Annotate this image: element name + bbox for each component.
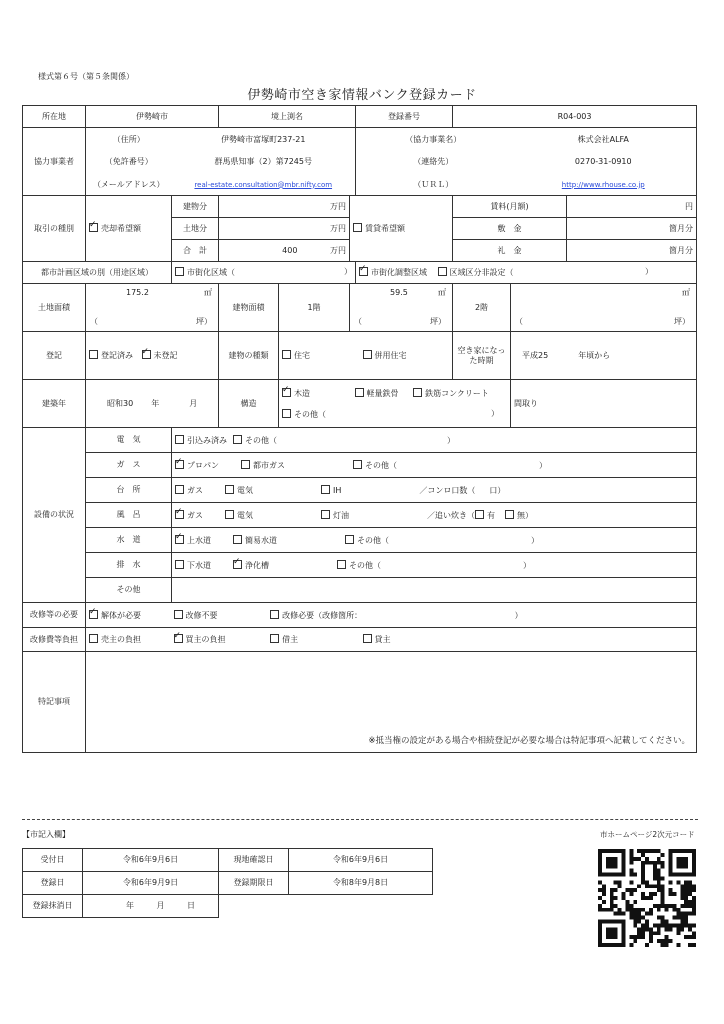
facility-checkbox[interactable] bbox=[225, 510, 234, 519]
facility-options bbox=[172, 478, 697, 503]
floor2-label: 2階 bbox=[453, 284, 511, 332]
notes-field[interactable] bbox=[86, 652, 697, 753]
facility-checkbox[interactable] bbox=[233, 435, 242, 444]
deletion-date-label: 登録抹消日 bbox=[23, 895, 83, 918]
facility-checkbox[interactable] bbox=[225, 485, 234, 494]
facilities-label: 設備の状況 bbox=[23, 428, 86, 603]
seller-pays-checkbox[interactable] bbox=[89, 634, 98, 643]
rent-label: 賃貸希望額 bbox=[365, 224, 405, 234]
facility-option-label: ガス bbox=[187, 485, 203, 495]
registration-card-table bbox=[22, 105, 697, 753]
facility-options bbox=[172, 428, 697, 453]
facility-option-label: 下水道 bbox=[187, 560, 211, 570]
no-renovation-checkbox[interactable] bbox=[174, 610, 183, 619]
reheat-yes-label: 有 bbox=[487, 510, 495, 520]
facilities-section bbox=[23, 428, 697, 603]
facility-paren-close: ） bbox=[523, 560, 531, 570]
renovation-required-checkbox[interactable] bbox=[270, 610, 279, 619]
registered-date-value: 令和6年9月9日 bbox=[83, 872, 219, 895]
reheat-no-label: 無） bbox=[517, 510, 533, 520]
renovation-options: ✓ 解体が必要 改修不要 改修必要（改修箇所： ） bbox=[86, 603, 697, 628]
divider bbox=[22, 819, 698, 820]
zoning-control-option[interactable]: ✓ 市街化調整区域 区域区分非設定（ ） bbox=[356, 262, 697, 284]
total-price-label: 合 計 bbox=[172, 240, 219, 262]
location-area: 境上渕名 bbox=[219, 106, 356, 128]
facility-checkbox[interactable] bbox=[175, 535, 184, 544]
facility-name: 水 道 bbox=[86, 528, 172, 553]
facility-options bbox=[172, 578, 697, 603]
facility-checkbox[interactable] bbox=[175, 435, 184, 444]
deletion-date-field[interactable]: 年 月 日 bbox=[83, 895, 219, 918]
unit-man: 万円 bbox=[330, 245, 346, 255]
facility-option-label: その他（ bbox=[365, 460, 397, 470]
facility-option-label: ガス bbox=[187, 510, 203, 520]
city-section-label: 【市記入欄】 bbox=[22, 830, 70, 839]
partner-contact-value: 0270-31-0910 bbox=[511, 151, 697, 174]
undivided-checkbox[interactable] bbox=[438, 267, 447, 276]
vacant-since-field[interactable]: 平成25 年頃から bbox=[511, 332, 697, 380]
building-type-label: 建物の種類 bbox=[219, 332, 279, 380]
built-year-field[interactable]: 昭和30 年 月 bbox=[86, 380, 219, 428]
form-number: 様式第６号（第５条関係） bbox=[38, 72, 134, 81]
rc-checkbox[interactable] bbox=[413, 388, 422, 397]
unregistered-checkbox[interactable] bbox=[142, 350, 151, 359]
expiry-date-value: 令和8年9月8日 bbox=[289, 872, 433, 895]
floor-plan-field[interactable] bbox=[511, 380, 697, 428]
floor1-area-field[interactable]: 59.5 ㎡ （ 坪） bbox=[350, 284, 453, 332]
total-price-field[interactable] bbox=[219, 240, 350, 262]
facility-option-label: 上水道 bbox=[187, 535, 211, 545]
facility-options bbox=[172, 553, 697, 578]
facility-options bbox=[172, 503, 697, 528]
partner-label: 協力事業者 bbox=[23, 128, 86, 196]
partner-url-link[interactable]: http://www.rhouse.co.jp bbox=[561, 180, 645, 189]
land-area-value: 175.2 bbox=[126, 288, 149, 297]
reg-number-value: R04-003 bbox=[453, 106, 697, 128]
facility-option-label: その他（ bbox=[245, 435, 277, 445]
city-entry-table bbox=[22, 848, 433, 918]
floor-plan-label: 間取り bbox=[514, 398, 538, 408]
partner-url-label: （ＵＲＬ） bbox=[356, 174, 511, 196]
floor2-area-field[interactable]: ㎡ （ 坪） bbox=[511, 284, 697, 332]
notes-label: 特記事項 bbox=[23, 652, 86, 753]
zoning-urban-option[interactable]: 市街化区域（ ） bbox=[172, 262, 356, 284]
lender-pays-checkbox[interactable] bbox=[363, 634, 372, 643]
facility-checkbox[interactable] bbox=[175, 460, 184, 469]
building-price-label: 建物分 bbox=[172, 196, 219, 218]
rent-checkbox[interactable] bbox=[353, 223, 362, 232]
renovation-label: 改修等の必要 bbox=[23, 603, 86, 628]
facility-checkbox[interactable] bbox=[241, 460, 250, 469]
partner-license-label: （免許番号） bbox=[104, 157, 153, 167]
control-checkbox[interactable] bbox=[359, 267, 368, 276]
reg-number-label: 登録番号 bbox=[356, 106, 453, 128]
building-type-options: 住宅 併用住宅 bbox=[279, 332, 453, 380]
sale-option[interactable] bbox=[86, 196, 172, 262]
facility-name: 風 呂 bbox=[86, 503, 172, 528]
sale-checkbox[interactable] bbox=[89, 223, 98, 232]
partner-name-label: （協力事業名） bbox=[356, 128, 511, 151]
partner-license-value: 群馬県知事（2）第7245号 bbox=[172, 151, 356, 174]
deposit-field[interactable]: 箇月分 bbox=[567, 218, 697, 240]
facility-option-label: 浄化槽 bbox=[245, 560, 269, 570]
built-year-label: 建築年 bbox=[23, 380, 86, 428]
facility-checkbox[interactable] bbox=[337, 560, 346, 569]
facility-option-label: その他（ bbox=[349, 560, 381, 570]
notes-footnote: ※抵当権の設定がある場合や相続登記が必要な場合は特記事項へ記載してください。 bbox=[368, 736, 691, 747]
facility-paren-close: ） bbox=[447, 435, 455, 445]
facility-checkbox[interactable] bbox=[345, 535, 354, 544]
facility-option-label: その他（ bbox=[357, 535, 389, 545]
facility-name: 排 水 bbox=[86, 553, 172, 578]
registered-date-label: 登録日 bbox=[23, 872, 83, 895]
facility-name: 電 気 bbox=[86, 428, 172, 453]
transaction-label: 取引の種別 bbox=[23, 196, 86, 262]
facility-option-label: 簡易水道 bbox=[245, 535, 277, 545]
facility-name: ガ ス bbox=[86, 453, 172, 478]
facility-option-label: IH bbox=[333, 485, 342, 495]
key-money-field[interactable]: 箇月分 bbox=[567, 240, 697, 262]
facility-name: その他 bbox=[86, 578, 172, 603]
key-money-label: 礼 金 bbox=[453, 240, 567, 262]
qr-code-icon[interactable] bbox=[598, 849, 696, 947]
location-label: 所在地 bbox=[23, 106, 86, 128]
land-area-label: 土地面積 bbox=[23, 284, 86, 332]
cost-options: 売主の負担 ✓ 買主の負担 借主 貸主 bbox=[86, 628, 697, 652]
location-city: 伊勢崎市 bbox=[86, 106, 219, 128]
partner-contact-label: （連絡先） bbox=[413, 157, 454, 167]
wood-checkbox[interactable] bbox=[282, 388, 291, 397]
vacant-since-label: 空き家になった時期 bbox=[453, 332, 511, 380]
monthly-rent-field[interactable]: 円 bbox=[567, 196, 697, 218]
urban-checkbox[interactable] bbox=[175, 267, 184, 276]
partner-address-value: 伊勢崎市富塚町237-21 bbox=[172, 128, 356, 151]
partner-email-label: （メールアドレス） bbox=[86, 174, 172, 196]
facility-extra-label: ／追い炊き（ bbox=[427, 510, 475, 520]
registered-checkbox[interactable] bbox=[89, 350, 98, 359]
facility-checkbox[interactable] bbox=[175, 560, 184, 569]
facility-checkbox[interactable] bbox=[175, 510, 184, 519]
land-area-field[interactable]: 175.2 ㎡ （ 坪） bbox=[86, 284, 219, 332]
floor1-area-value: 59.5 bbox=[390, 288, 408, 297]
site-check-label: 現地確認日 bbox=[219, 849, 289, 872]
facility-checkbox[interactable] bbox=[175, 485, 184, 494]
partner-email-link[interactable]: real-estate.consultation@mbr.nifty.com bbox=[194, 180, 333, 189]
buyer-pays-checkbox[interactable] bbox=[174, 634, 183, 643]
page-title: 伊勢崎市空き家情報バンク登録カード bbox=[247, 88, 477, 103]
facility-checkbox[interactable] bbox=[233, 535, 242, 544]
facility-options bbox=[172, 453, 697, 478]
land-price-field[interactable] bbox=[219, 218, 350, 240]
house-checkbox[interactable] bbox=[282, 350, 291, 359]
demolition-checkbox[interactable] bbox=[89, 610, 98, 619]
site-check-value: 令和6年9月6日 bbox=[289, 849, 433, 872]
facility-extra-label: ／コンロ口数（ bbox=[419, 485, 476, 495]
land-price-label: 土地分 bbox=[172, 218, 219, 240]
cost-label: 改修費等負担 bbox=[23, 628, 86, 652]
structure-options: ✓木造 軽量鉄骨 鉄筋コンクリート その他（ ） bbox=[279, 380, 511, 428]
facility-checkbox[interactable] bbox=[353, 460, 362, 469]
facility-checkbox[interactable] bbox=[321, 485, 330, 494]
reheat-no-checkbox[interactable] bbox=[505, 510, 514, 519]
facility-name: 台 所 bbox=[86, 478, 172, 503]
facility-checkbox[interactable] bbox=[321, 510, 330, 519]
facility-extra-unit: 口） bbox=[489, 485, 506, 495]
facility-paren-close: ） bbox=[539, 460, 547, 470]
received-date-label: 受付日 bbox=[23, 849, 83, 872]
combined-checkbox[interactable] bbox=[363, 350, 372, 359]
facility-option-label: 電気 bbox=[237, 510, 253, 520]
facility-option-label: 引込み済み bbox=[187, 435, 227, 445]
facility-options bbox=[172, 528, 697, 553]
facility-paren-close: ） bbox=[531, 535, 539, 545]
building-price-field[interactable] bbox=[219, 196, 350, 218]
unit-man: 万円 bbox=[330, 201, 346, 211]
partner-address-label: （住所） bbox=[86, 128, 172, 151]
facility-option-label: プロパン bbox=[187, 460, 219, 470]
partner-name-value: 株式会社ALFA bbox=[511, 128, 697, 151]
zoning-label: 都市計画区域の別（用途区域） bbox=[23, 262, 172, 284]
deposit-label: 敷 金 bbox=[453, 218, 567, 240]
total-price-value: 400 bbox=[282, 245, 298, 255]
building-area-label: 建物面積 bbox=[219, 284, 279, 332]
structure-other-checkbox[interactable] bbox=[282, 409, 291, 418]
monthly-rent-label: 賃料(月額) bbox=[453, 196, 567, 218]
borrower-pays-checkbox[interactable] bbox=[270, 634, 279, 643]
expiry-date-label: 登録期限日 bbox=[219, 872, 289, 895]
reheat-yes-checkbox[interactable] bbox=[475, 510, 484, 519]
received-date-value: 令和6年9月6日 bbox=[83, 849, 219, 872]
facility-option-label: 電気 bbox=[237, 485, 253, 495]
qr-code-label: 市ホームページ2次元コード bbox=[600, 830, 695, 839]
facility-option-label: 都市ガス bbox=[253, 460, 285, 470]
steel-checkbox[interactable] bbox=[355, 388, 364, 397]
registration-options: 登記済み ✓ 未登記 bbox=[86, 332, 219, 380]
facility-option-label: 灯油 bbox=[333, 510, 349, 520]
sale-label: 売却希望額 bbox=[101, 224, 141, 234]
unit-man: 万円 bbox=[330, 223, 346, 233]
floor1-label: 1階 bbox=[279, 284, 350, 332]
rent-option[interactable] bbox=[350, 196, 453, 262]
registration-label: 登記 bbox=[23, 332, 86, 380]
facility-checkbox[interactable] bbox=[233, 560, 242, 569]
structure-label: 構造 bbox=[219, 380, 279, 428]
